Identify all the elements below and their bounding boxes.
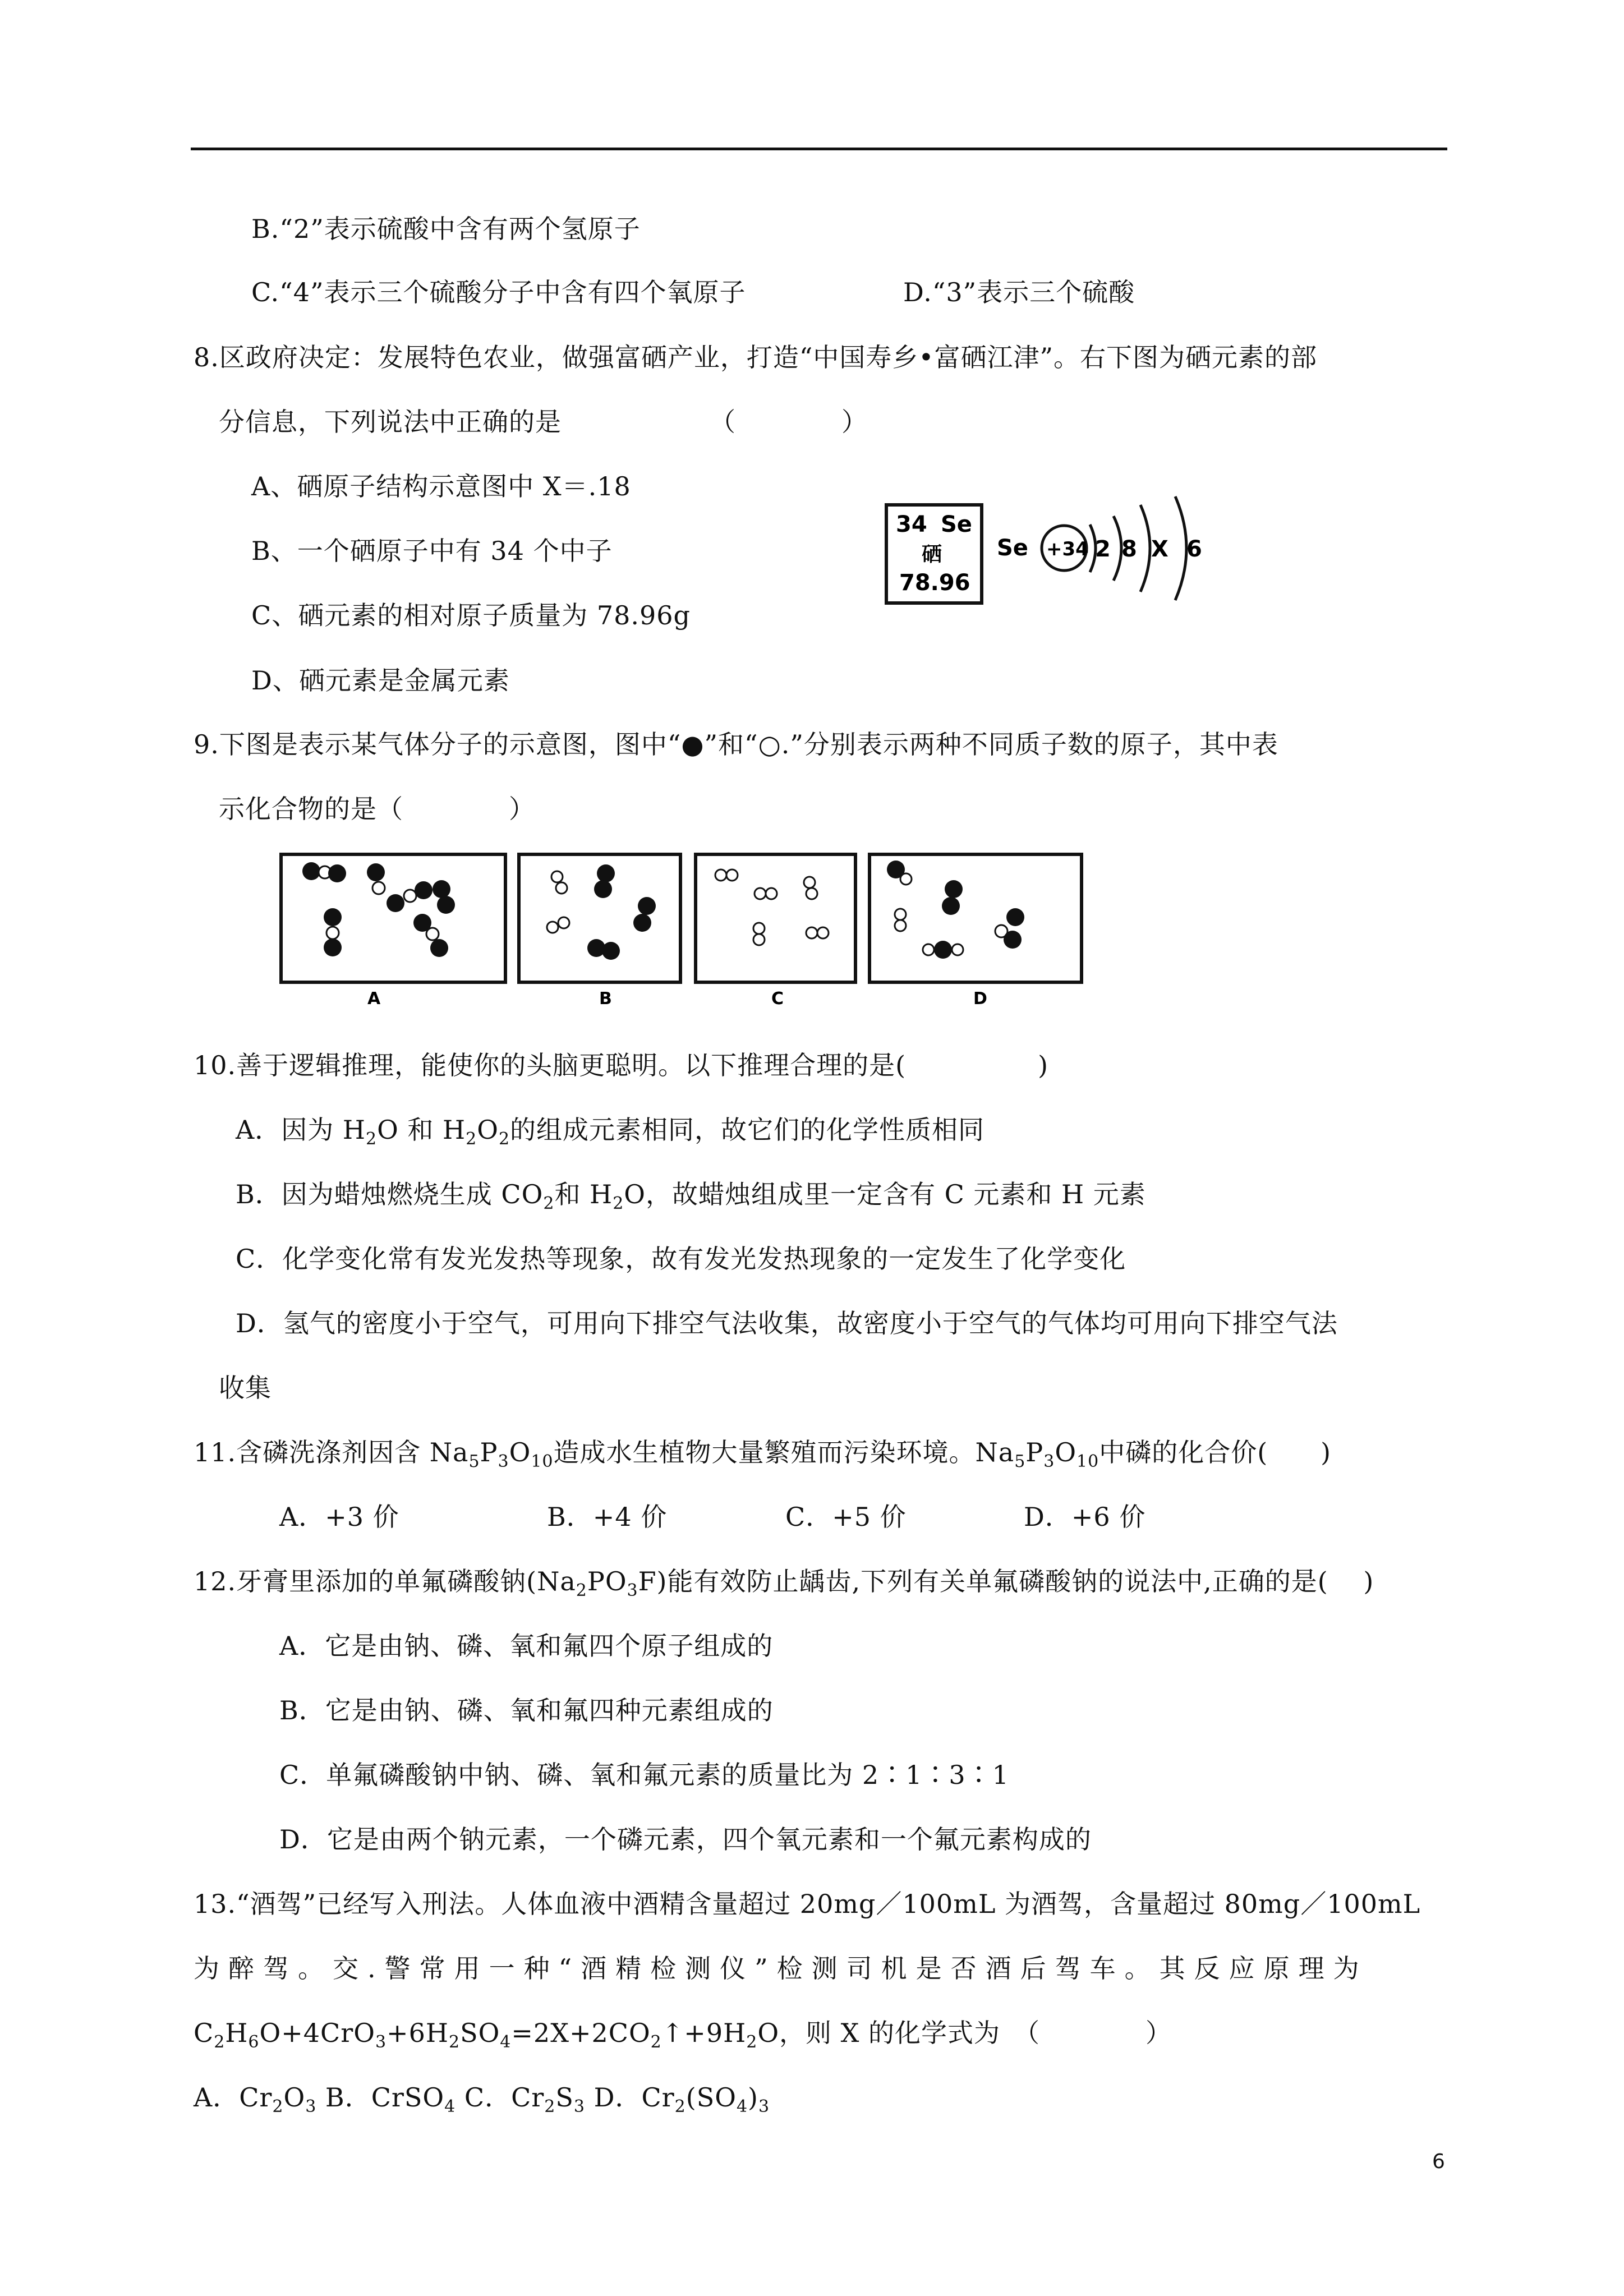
q8-option-a: A、硒原子结构示意图中 X＝.18 <box>251 471 631 501</box>
box-c-molecules <box>715 869 829 945</box>
q13-options: A．$Cr_2O_3$ B．CrSO$_4$ C．$Cr_2S_3$ D．$Cr_2(SO_4)_3$ <box>194 2082 770 2116</box>
q10-option-d-line2: 收集 <box>219 1373 272 1403</box>
q9-stem-line2: 示化合物的是（ ） <box>219 794 535 824</box>
q9-stem-line1: 9.下图是表示某气体分子的示意图，图中“●”和“○.”分别表示两种不同质子数的原子，其中表 <box>194 729 1278 760</box>
q10-option-d-line1: D．氢气的密度小于空气，可用向下排空气法收集，故密度小于空气的气体均可用向下排空气法 <box>236 1308 1338 1338</box>
q12-option-b: B．它是由钠、磷、氧和氟四种元素组成的 <box>279 1695 774 1726</box>
q12-stem: 12.牙膏里添加的单氟磷酸钠$(Na_2PO_3F)$能有效防止龋齿,下列有关单氟磷酸钠的说法中,正确的是( ) <box>194 1566 1374 1600</box>
q10-stem: 10.善于逻辑推理，能使你的头脑更聪明。以下推理合理的是( ) <box>194 1050 1049 1080</box>
q7-option-d: D.“3”表示三个硫酸 <box>903 277 1135 307</box>
q11-option-d: D．+6 价 <box>1024 1502 1146 1532</box>
q8-option-d: D、硒元素是金属元素 <box>251 665 510 696</box>
q12-option-d: D．它是由两个钠元素，一个磷元素，四个氧元素和一个氟元素构成的 <box>279 1824 1092 1855</box>
atomic-number: 34 <box>896 512 927 537</box>
box-b-molecules <box>547 864 656 960</box>
q11-option-c: C．+5 价 <box>785 1502 907 1532</box>
nucleus-charge: +34 <box>1046 538 1089 560</box>
label-d: D <box>973 989 987 1009</box>
element-symbol: Se <box>941 512 972 537</box>
q13-stem-line1: 13.“酒驾”已经写入刑法。人体血液中酒精含量超过 20mg／100mL 为酒驾，含量超过 80mg／100mL <box>194 1889 1421 1919</box>
q11-option-a: A．+3 价 <box>279 1502 399 1532</box>
atomic-mass: 78.96 <box>899 570 970 596</box>
q8-option-b: B、一个硒原子中有 34 个中子 <box>251 536 613 566</box>
shell-2-electrons: 8 <box>1121 536 1137 562</box>
shell-4-arc <box>1175 496 1186 600</box>
q7-option-b: B.“2”表示硫酸中含有两个氢原子 <box>251 214 641 244</box>
selenium-figure <box>872 471 1231 617</box>
element-name: 硒 <box>922 543 942 566</box>
label-a: A <box>367 989 381 1009</box>
q12-option-a: A．它是由钠、磷、氧和氟四个原子组成的 <box>279 1631 774 1661</box>
atom-symbol: Se <box>997 535 1028 561</box>
q13-stem-line2: 为醉驾。交.警常用一种“酒精检测仪”检测司机是否酒后驾车。其反应原理为 <box>194 1953 1368 1984</box>
shell-3-electrons: X <box>1151 536 1168 562</box>
label-b: B <box>599 989 612 1009</box>
molecule-diagram <box>272 844 1122 1018</box>
q12-option-c: C．单氟磷酸钠中钠、磷、氧和氟元素的质量比为 2∶1∶3∶1 <box>279 1760 1009 1790</box>
label-c: C <box>771 989 784 1009</box>
q10-option-a: A．因为 $H_2O$ 和 $H_2O_2$的组成元素相同，故它们的化学性质相同 <box>236 1115 985 1149</box>
box-d-molecules <box>887 861 1024 959</box>
q11-stem: 11.含磷洗涤剂因含 $Na_5P_3O_{10}$造成水生植物大量繁殖而污染环境。$Na_5P_3O_{10}$中磷的化合价( ) <box>194 1437 1332 1471</box>
shell-2-arc <box>1114 516 1121 581</box>
q8-answer-paren: （ ） <box>710 407 868 437</box>
header-rule <box>191 148 1447 150</box>
q10-option-b: B．因为蜡烛燃烧生成 $CO_2$和 $H_2O$，故蜡烛组成里一定含有 C 元素和 H 元素 <box>236 1179 1146 1213</box>
page-number: 6 <box>1432 2150 1445 2173</box>
q11-option-b: B．+4 价 <box>547 1502 668 1532</box>
q10-option-c: C．化学变化常有发光发热等现象，故有发光发热现象的一定发生了化学变化 <box>236 1244 1126 1274</box>
q8-stem-line2: 分信息，下列说法中正确的是 <box>219 407 562 437</box>
q7-option-c: C.“4”表示三个硫酸分子中含有四个氧原子 <box>251 277 746 307</box>
q13-equation: $C_2H_6O+4CrO_3+6H_2SO_4=2X+2CO_2↑+9H_2O$，则 X 的化学式为 （ ） <box>194 2018 1172 2052</box>
shell-3-arc <box>1140 505 1150 592</box>
shell-1-electrons: 2 <box>1095 536 1111 562</box>
shell-4-electrons: 6 <box>1186 536 1202 562</box>
box-a-molecules <box>302 862 455 957</box>
q8-option-c: C、硒元素的相对原子质量为 78.96g <box>251 600 691 631</box>
q8-stem-line1: 8.区政府决定：发展特色农业，做强富硒产业，打造“中国寿乡•富硒江津”。右下图为硒元素的部 <box>194 342 1318 372</box>
